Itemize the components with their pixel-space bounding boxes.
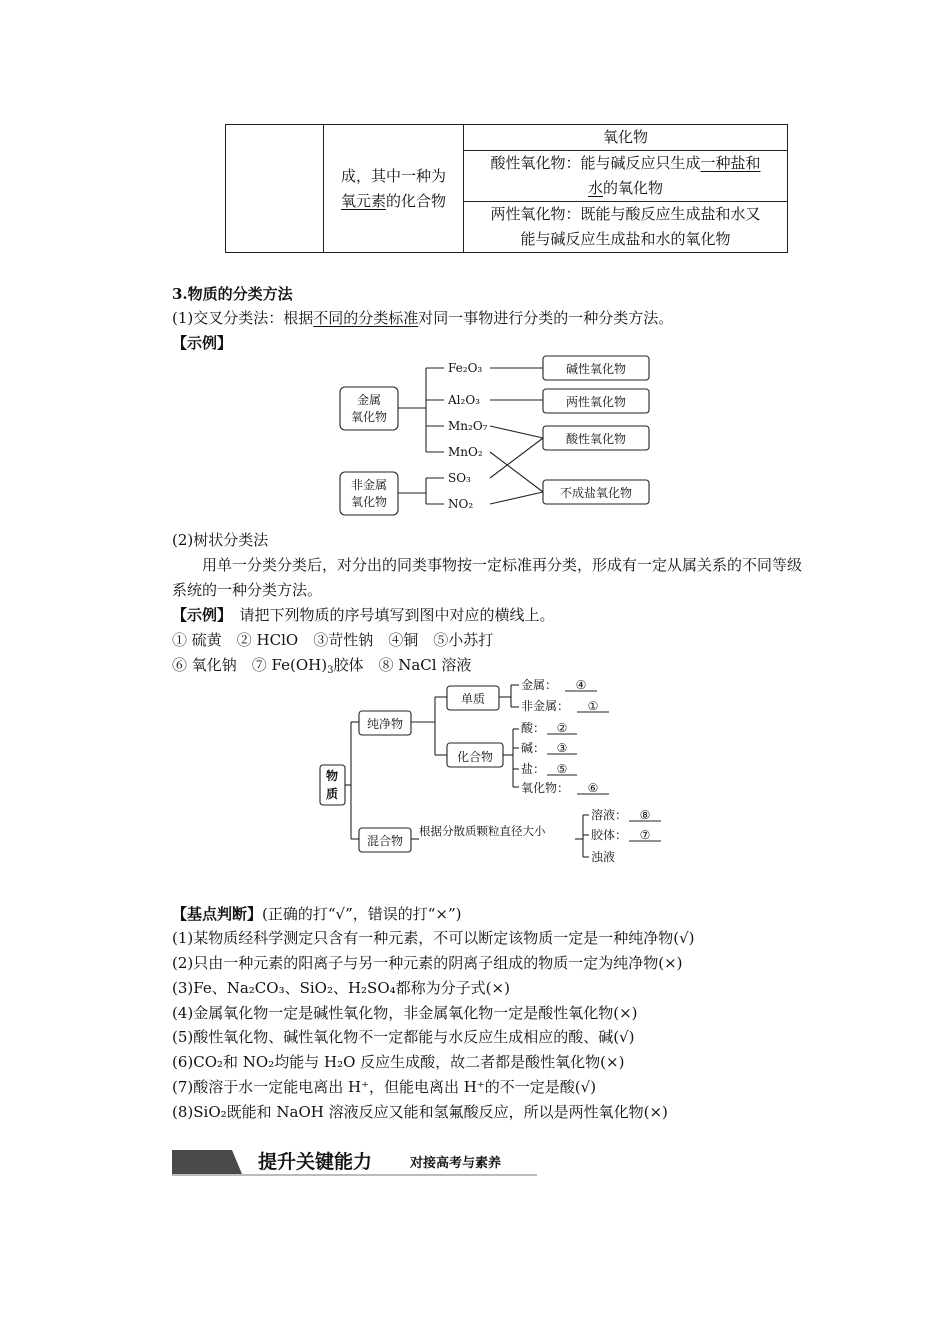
table-cell-empty <box>226 125 324 253</box>
cross-classification: (1)交叉分类法：根据不同的分类标准对同一事物进行分类的一种分类方法。 <box>172 309 674 327</box>
label-nonmetal: 非金属： <box>521 699 570 713</box>
label-colloid: 胶体： <box>591 828 628 842</box>
table-cell-acidic-oxide: 酸性氧化物：能与碱反应只生成一种盐和 水的氧化物 <box>464 151 788 202</box>
formula-so3: SO₃ <box>448 471 471 485</box>
banner-decoration <box>172 1150 242 1174</box>
oxide-table <box>225 124 788 253</box>
answer-salt: ⑤ <box>556 762 568 776</box>
judgment-item: (6)CO₂和 NO₂均能与 H₂O 反应生成酸，故二者都是酸性氧化物(×) <box>172 1053 625 1071</box>
label-solution: 溶液： <box>591 808 628 822</box>
label-oxide: 氧化物： <box>521 781 570 795</box>
label-acid: 酸： <box>521 721 546 735</box>
judgment-heading: 【基点判断】(正确的打“√”，错误的打“×”) <box>172 905 462 923</box>
formula-fe2o3: Fe₂O₃ <box>448 361 483 375</box>
judgment-item: (7)酸溶于水一定能电离出 H⁺，但能电离出 H⁺的不一定是酸(√) <box>172 1078 597 1096</box>
section-heading: 3.物质的分类方法 <box>172 285 293 303</box>
cross-classification-diagram <box>330 352 660 517</box>
formula-al2o3: Al₂O₃ <box>448 393 480 407</box>
judgment-item: (5)酸性氧化物、碱性氧化物不一定都能与水反应生成相应的酸、碱(√) <box>172 1028 635 1046</box>
label-compound: 化合物 <box>456 750 494 764</box>
label-nonsalt-oxide: 不成盐氧化物 <box>559 486 633 500</box>
section-banner <box>172 1150 537 1176</box>
answer-acid: ② <box>556 721 568 735</box>
judgment-item: (1)某物质经科学测定只含有一种元素，不可以断定该物质一定是一种纯净物(√) <box>172 929 695 947</box>
judgment-item: (2)只由一种元素的阳离子与另一种元素的阴离子组成的物质一定为纯净物(×) <box>172 954 683 972</box>
banner-title: 提升关键能力 <box>258 1151 373 1173</box>
judgment-item: (8)SiO₂既能和 NaOH 溶液反应又能和氢氟酸反应，所以是两性氧化物(×) <box>172 1103 668 1121</box>
label-salt: 盐： <box>521 762 546 776</box>
items-line-2: ⑥ 氧化钠 ⑦ $Fe(OH)_3$胶体 ⑧ NaCl 溶液 <box>172 656 472 676</box>
formula-mno2: MnO₂ <box>448 445 483 459</box>
label-criterion: 根据分散质颗粒直径大小 <box>419 824 546 838</box>
label-suspension: 浊液 <box>591 850 616 864</box>
judgment-item: (3)Fe、Na₂CO₃、SiO₂、H₂SO₄都称为分子式(×) <box>172 979 510 997</box>
tree-heading: (2)树状分类法 <box>172 531 269 549</box>
answer-base: ③ <box>556 741 568 755</box>
label-mixture: 混合物 <box>366 834 404 848</box>
label-oxide-1: 氧化物 <box>350 410 388 424</box>
table-cell-definition: 成，其中一种为 氧元素的化合物 <box>324 125 464 253</box>
tree-description: 用单一分类分类后，对分出的同类事物按一定标准再分类，形成有一定从属关系的不同等级系统的一种分类方法。 <box>172 556 803 599</box>
label-pure: 纯净物 <box>366 717 404 731</box>
tree-classification-diagram <box>315 673 675 868</box>
answer-metal: ④ <box>575 678 587 692</box>
label-metal: 金属 <box>356 393 382 407</box>
answer-nonmetal: ① <box>587 699 599 713</box>
banner-subtitle: 对接高考与素养 <box>410 1156 502 1171</box>
label-amphoteric-oxide: 两性氧化物 <box>565 395 627 409</box>
label-base: 碱： <box>521 741 546 755</box>
judgment-item: (4)金属氧化物一定是碱性氧化物，非金属氧化物一定是酸性氧化物(×) <box>172 1004 638 1022</box>
answer-colloid: ⑦ <box>639 828 651 842</box>
formula-no2: NO₂ <box>448 497 474 511</box>
formula-mn2o7: Mn₂O₇ <box>448 419 488 433</box>
table-cell-oxide: 氧化物 <box>464 125 788 151</box>
answer-oxide: ⑥ <box>587 781 599 795</box>
banner-underline <box>172 1174 537 1176</box>
example-2: 【示例】 请把下列物质的序号填写到图中对应的横线上。 <box>172 606 555 624</box>
label-acidic-oxide: 酸性氧化物 <box>565 432 627 446</box>
label-oxide-2: 氧化物 <box>350 495 388 509</box>
label-element: 单质 <box>460 692 486 706</box>
items-line-1: ① 硫黄 ② HClO ③苛性钠 ④铜 ⑤小苏打 <box>172 631 494 649</box>
answer-solution: ⑧ <box>639 808 651 822</box>
label-substance-2: 质 <box>325 787 339 801</box>
table-cell-amphoteric-oxide: 两性氧化物：既能与酸反应生成盐和水又 能与碱反应生成盐和水的氧化物 <box>464 202 788 253</box>
label-metal: 金属： <box>521 678 558 692</box>
label-nonmetal: 非金属 <box>350 478 388 492</box>
label-basic-oxide: 碱性氧化物 <box>565 362 627 376</box>
example-label-1: 【示例】 <box>172 334 233 352</box>
label-substance-1: 物 <box>325 769 339 783</box>
